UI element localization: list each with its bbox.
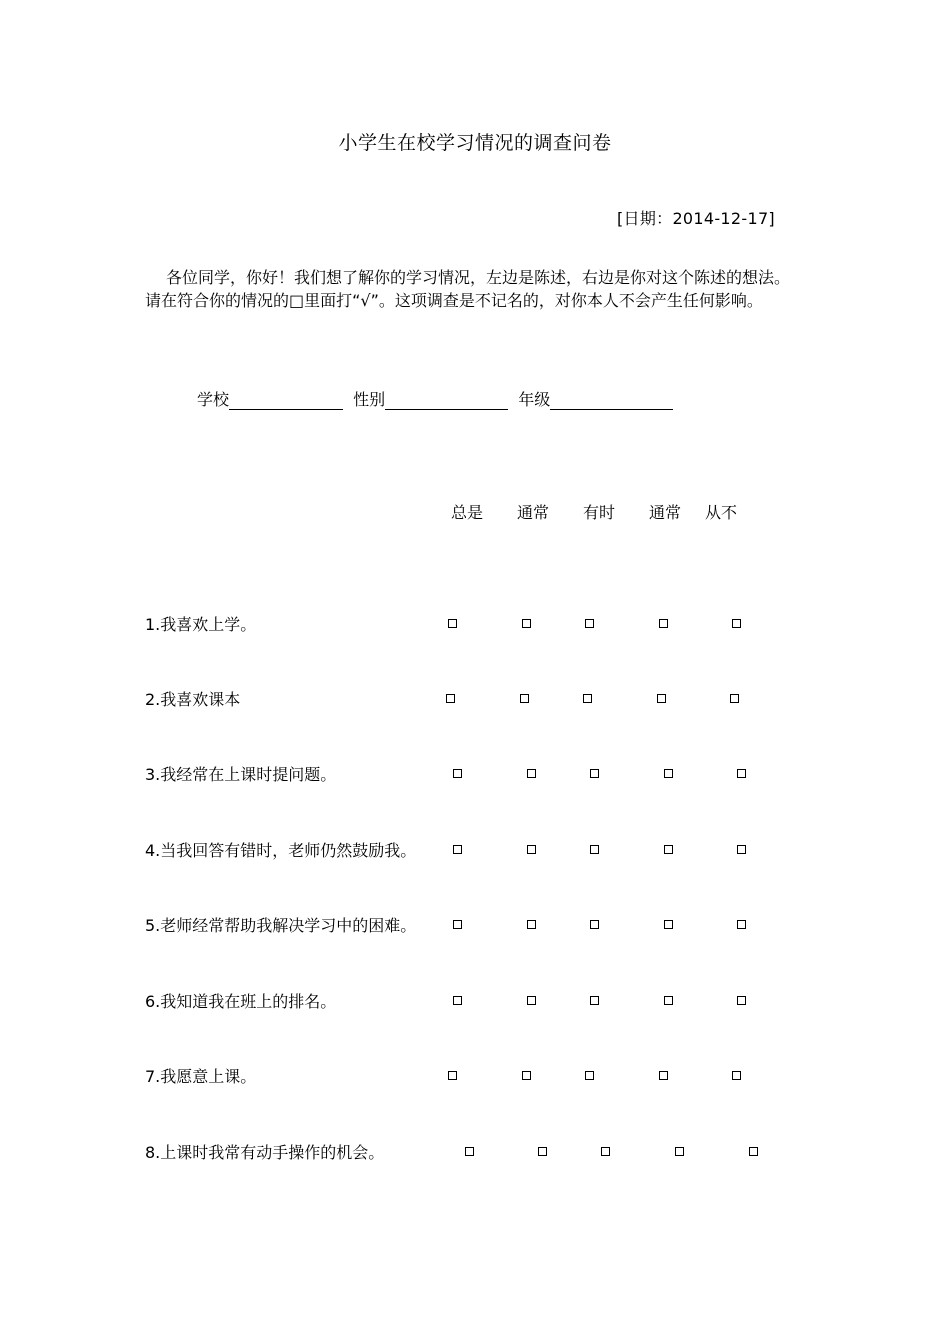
checkbox-q2-usually-2[interactable] — [657, 694, 666, 703]
question-text: 1.我喜欢上学。 — [145, 615, 257, 634]
school-label: 学校 — [197, 390, 230, 409]
checkbox-q7-never[interactable] — [732, 1071, 741, 1080]
checkbox-q3-never[interactable] — [737, 769, 746, 778]
gender-blank[interactable] — [385, 391, 508, 410]
checkbox-q8-usually[interactable] — [538, 1147, 547, 1156]
checkbox-q1-usually[interactable] — [522, 619, 531, 628]
checkbox-q3-usually-2[interactable] — [664, 769, 673, 778]
checkbox-q5-usually[interactable] — [527, 920, 536, 929]
scale-header-usually-2: 通常 — [649, 503, 682, 522]
question-text: 7.我愿意上课。 — [145, 1067, 257, 1086]
question-text: 8.上课时我常有动手操作的机会。 — [145, 1143, 385, 1162]
checkbox-q7-sometimes[interactable] — [585, 1071, 594, 1080]
gender-label: 性别 — [353, 390, 386, 409]
checkbox-q6-never[interactable] — [737, 996, 746, 1005]
checkbox-q8-always[interactable] — [465, 1147, 474, 1156]
checkbox-q2-usually[interactable] — [520, 694, 529, 703]
checkbox-q1-never[interactable] — [732, 619, 741, 628]
checkbox-q8-never[interactable] — [749, 1147, 758, 1156]
page-title: 小学生在校学习情况的调查问卷 — [338, 132, 612, 154]
checkbox-q7-usually-2[interactable] — [659, 1071, 668, 1080]
question-text: 4.当我回答有错时，老师仍然鼓励我。 — [145, 841, 417, 860]
checkbox-q5-usually-2[interactable] — [664, 920, 673, 929]
checkbox-q2-never[interactable] — [730, 694, 739, 703]
question-text: 6.我知道我在班上的排名。 — [145, 992, 337, 1011]
checkbox-q7-always[interactable] — [448, 1071, 457, 1080]
checkbox-q3-usually[interactable] — [527, 769, 536, 778]
question-text: 3.我经常在上课时提问题。 — [145, 765, 337, 784]
checkbox-q1-usually-2[interactable] — [659, 619, 668, 628]
checkbox-q8-sometimes[interactable] — [601, 1147, 610, 1156]
checkbox-q4-always[interactable] — [453, 845, 462, 854]
checkbox-q4-usually-2[interactable] — [664, 845, 673, 854]
checkbox-q6-usually-2[interactable] — [664, 996, 673, 1005]
checkbox-q4-usually[interactable] — [527, 845, 536, 854]
scale-header-always: 总是 — [451, 503, 484, 522]
scale-header-never: 从不 — [705, 503, 738, 522]
checkbox-q6-always[interactable] — [453, 996, 462, 1005]
checkbox-q1-sometimes[interactable] — [585, 619, 594, 628]
respondent-info — [197, 387, 678, 410]
checkbox-q5-never[interactable] — [737, 920, 746, 929]
question-text: 2.我喜欢课本 — [145, 690, 241, 709]
checkbox-q6-usually[interactable] — [527, 996, 536, 1005]
checkbox-q3-sometimes[interactable] — [590, 769, 599, 778]
scale-header-usually: 通常 — [517, 503, 550, 522]
checkbox-q4-never[interactable] — [737, 845, 746, 854]
checkbox-q5-always[interactable] — [453, 920, 462, 929]
checkbox-q1-always[interactable] — [448, 619, 457, 628]
checkbox-q3-always[interactable] — [453, 769, 462, 778]
scale-header-sometimes: 有时 — [583, 503, 616, 522]
checkbox-q4-sometimes[interactable] — [590, 845, 599, 854]
checkbox-q8-usually-2[interactable] — [675, 1147, 684, 1156]
checkbox-q7-usually[interactable] — [522, 1071, 531, 1080]
checkbox-q6-sometimes[interactable] — [590, 996, 599, 1005]
date-line: [日期：2014-12-17] — [617, 209, 775, 228]
checkbox-q2-sometimes[interactable] — [583, 694, 592, 703]
grade-label: 年级 — [518, 390, 551, 409]
school-blank[interactable] — [229, 391, 343, 410]
grade-blank[interactable] — [550, 391, 673, 410]
checkbox-q2-always[interactable] — [446, 694, 455, 703]
checkbox-q5-sometimes[interactable] — [590, 920, 599, 929]
question-text: 5.老师经常帮助我解决学习中的困难。 — [145, 916, 417, 935]
intro-paragraph: 各位同学，你好！我们想了解你的学习情况，左边是陈述，右边是你对这个陈述的想法。请在符合你的情况的□里面打“√”。这项调查是不记名的，对你本人不会产生任何影响。 — [145, 268, 791, 310]
